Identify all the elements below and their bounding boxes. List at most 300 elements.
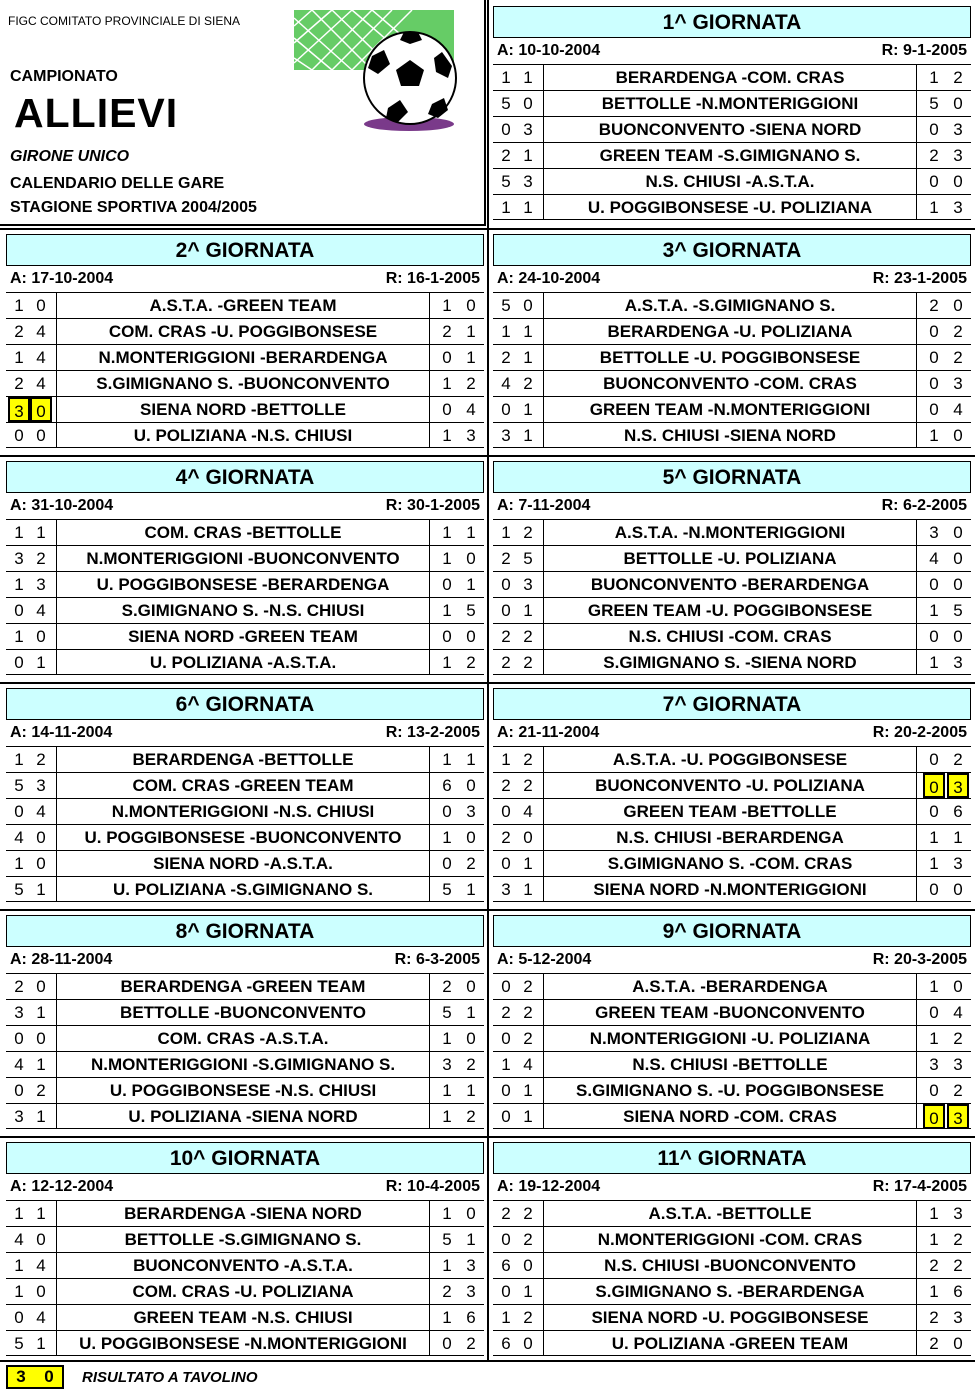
andata-home-score: 3 (501, 880, 511, 899)
match-row (493, 1304, 971, 1330)
andata-home-score: 0 (501, 400, 511, 419)
andata-away-score: 1 (523, 854, 533, 873)
ritorno-home-score: 1 (442, 828, 452, 847)
match-row (6, 973, 484, 999)
ritorno-away-score: 3 (953, 146, 963, 165)
andata-home-score: 5 (501, 296, 511, 315)
giornata-title: 4^ GIORNATA (6, 461, 484, 493)
andata-away-score: 1 (523, 1081, 533, 1100)
ritorno-home-score: 0 (929, 400, 939, 419)
andata-away-score: 5 (523, 549, 533, 568)
andata-home-score: 3 (14, 1003, 24, 1022)
match-row (493, 422, 971, 448)
ritorno-home-score: 1 (442, 296, 452, 315)
match-row (493, 90, 971, 116)
giornata-block (6, 1142, 484, 1358)
ritorno-away-score: 2 (466, 1107, 476, 1126)
ritorno-away-score: 6 (466, 1308, 476, 1327)
andata-away-score: 0 (36, 627, 46, 646)
legend-score-home: 3 (16, 1367, 26, 1386)
andata-away-score: 1 (36, 1055, 46, 1074)
ritorno-home-score: 1 (929, 601, 939, 620)
andata-home-score: 1 (501, 1055, 511, 1074)
giornata-title: 8^ GIORNATA (6, 915, 484, 947)
match-row (493, 194, 971, 220)
andata-date: A: 31-10-2004 (10, 497, 114, 514)
andata-home-score: 0 (501, 854, 511, 873)
andata-home-score: 0 (14, 653, 24, 672)
andata-home-score: 2 (501, 146, 511, 165)
legend-score-box (6, 1365, 64, 1389)
ritorno-date: R: 20-3-2005 (872, 951, 967, 968)
row-divider (0, 909, 975, 911)
ritorno-away-score: 2 (953, 1029, 963, 1048)
match-row (493, 1200, 971, 1226)
andata-home-score: 1 (501, 1308, 511, 1327)
match-row (6, 396, 484, 422)
season-label: STAGIONE SPORTIVA 2004/2005 (10, 199, 257, 216)
andata-home-score: 1 (14, 1282, 24, 1301)
match-row (493, 824, 971, 850)
match-row (6, 519, 484, 545)
andata-away-score: 4 (36, 601, 46, 620)
match-name: A.S.T.A. -U. POGGIBONSESE (543, 747, 917, 772)
match-row (6, 876, 484, 902)
andata-home-score: 1 (14, 1204, 24, 1223)
match-name: S.GIMIGNANO S. -BUONCONVENTO (56, 371, 430, 396)
dates-row (493, 40, 971, 62)
andata-away-score: 3 (523, 575, 533, 594)
andata-away-score: 2 (523, 523, 533, 542)
ritorno-home-score: 5 (442, 880, 452, 899)
ritorno-away-score: 1 (466, 523, 476, 542)
giornata-title: 7^ GIORNATA (493, 688, 971, 720)
andata-away-score: 1 (523, 880, 533, 899)
ritorno-away-score: 1 (953, 828, 963, 847)
andata-away-score: 2 (523, 374, 533, 393)
match-name: N.MONTERIGGIONI -BUONCONVENTO (56, 546, 430, 571)
andata-home-score: 2 (501, 828, 511, 847)
andata-away-score: 1 (523, 322, 533, 341)
ritorno-home-score: 0 (442, 854, 452, 873)
match-name: SIENA NORD -U. POGGIBONSESE (543, 1305, 917, 1330)
ritorno-away-score: 3 (953, 198, 963, 217)
andata-away-score: 4 (36, 1256, 46, 1275)
match-name: U. POLIZIANA -S.GIMIGNANO S. (56, 877, 430, 902)
andata-away-score: 0 (30, 397, 52, 422)
match-row (6, 292, 484, 318)
ritorno-away-score: 1 (466, 322, 476, 341)
match-row (493, 1051, 971, 1077)
match-name: A.S.T.A. -S.GIMIGNANO S. (543, 293, 917, 318)
match-row (6, 1226, 484, 1252)
andata-home-score: 0 (14, 1029, 24, 1048)
ritorno-date: R: 6-3-2005 (394, 951, 480, 968)
match-name: BERARDENGA -GREEN TEAM (56, 974, 430, 999)
match-name: U. POLIZIANA -GREEN TEAM (543, 1331, 917, 1356)
match-name: S.GIMIGNANO S. -COM. CRAS (543, 851, 917, 876)
andata-home-score: 1 (14, 750, 24, 769)
andata-away-score: 1 (36, 1334, 46, 1353)
match-row (6, 623, 484, 649)
andata-home-score: 4 (501, 374, 511, 393)
ritorno-home-score: 1 (929, 1204, 939, 1223)
match-row (493, 116, 971, 142)
match-row (493, 850, 971, 876)
ritorno-home-score: 1 (442, 549, 452, 568)
andata-home-score: 0 (501, 120, 511, 139)
andata-away-score: 3 (36, 776, 46, 795)
match-name: COM. CRAS -GREEN TEAM (56, 773, 430, 798)
andata-away-score: 1 (523, 146, 533, 165)
ritorno-date: R: 6-2-2005 (881, 497, 967, 514)
match-row (493, 649, 971, 675)
ritorno-away-score: 0 (466, 1029, 476, 1048)
match-name: U. POLIZIANA -A.S.T.A. (56, 650, 430, 675)
andata-away-score: 2 (523, 1029, 533, 1048)
ritorno-away-score: 0 (953, 296, 963, 315)
ritorno-away-score: 0 (466, 977, 476, 996)
andata-date: A: 7-11-2004 (497, 497, 591, 514)
andata-home-score: 0 (14, 1308, 24, 1327)
ritorno-home-score: 0 (929, 374, 939, 393)
andata-home-score: 6 (501, 1334, 511, 1353)
ritorno-home-score: 5 (442, 1003, 452, 1022)
andata-home-score: 0 (501, 1029, 511, 1048)
match-name: A.S.T.A. -BERARDENGA (543, 974, 917, 999)
andata-date: A: 19-12-2004 (497, 1178, 601, 1195)
andata-home-score: 4 (14, 1230, 24, 1249)
ritorno-away-score: 0 (953, 575, 963, 594)
ritorno-home-score: 3 (442, 1055, 452, 1074)
andata-home-score: 0 (501, 802, 511, 821)
andata-away-score: 0 (523, 94, 533, 113)
ritorno-away-score: 0 (466, 296, 476, 315)
giornata-block (6, 915, 484, 1131)
ritorno-date: R: 13-2-2005 (385, 724, 480, 741)
andata-home-score: 0 (14, 1081, 24, 1100)
ritorno-away-score: 1 (466, 1230, 476, 1249)
andata-home-score: 5 (14, 1334, 24, 1353)
match-name: N.MONTERIGGIONI -S.GIMIGNANO S. (56, 1052, 430, 1077)
giornata-title: 2^ GIORNATA (6, 234, 484, 266)
giornata-block (6, 461, 484, 677)
match-row (6, 1330, 484, 1356)
match-row (6, 1051, 484, 1077)
ritorno-away-score: 0 (466, 1204, 476, 1223)
ritorno-away-score: 2 (953, 1256, 963, 1275)
ritorno-home-score: 1 (442, 1029, 452, 1048)
ritorno-away-score: 0 (466, 549, 476, 568)
giornata-block (493, 915, 971, 1131)
row-divider (0, 1136, 975, 1138)
andata-home-score: 0 (14, 802, 24, 821)
andata-away-score: 3 (523, 120, 533, 139)
andata-away-score: 4 (523, 802, 533, 821)
ritorno-home-score: 1 (929, 1282, 939, 1301)
ritorno-away-score: 0 (953, 1334, 963, 1353)
match-row (493, 168, 971, 194)
andata-home-score: 1 (14, 348, 24, 367)
match-row (493, 142, 971, 168)
match-name: BERARDENGA -BETTOLLE (56, 747, 430, 772)
andata-away-score: 2 (523, 627, 533, 646)
andata-home-score: 1 (501, 750, 511, 769)
ritorno-home-score: 6 (442, 776, 452, 795)
match-row (493, 1252, 971, 1278)
andata-date: A: 28-11-2004 (10, 951, 113, 968)
match-name: A.S.T.A. -GREEN TEAM (56, 293, 430, 318)
ritorno-home-score: 1 (442, 1204, 452, 1223)
ritorno-home-score: 1 (929, 828, 939, 847)
match-name: BUONCONVENTO -COM. CRAS (543, 371, 917, 396)
andata-away-score: 1 (523, 400, 533, 419)
match-row (6, 571, 484, 597)
andata-away-score: 2 (523, 653, 533, 672)
match-row (493, 344, 971, 370)
match-name: N.S. CHIUSI -COM. CRAS (543, 624, 917, 649)
match-name: S.GIMIGNANO S. -SIENA NORD (543, 650, 917, 675)
ritorno-away-score: 3 (953, 1055, 963, 1074)
giornata-title: 11^ GIORNATA (493, 1142, 971, 1174)
andata-away-score: 2 (523, 977, 533, 996)
ritorno-home-score: 0 (929, 348, 939, 367)
dates-row (493, 1176, 971, 1198)
match-row (6, 999, 484, 1025)
ritorno-away-score: 1 (466, 348, 476, 367)
ritorno-home-score: 1 (442, 1081, 452, 1100)
ritorno-date: R: 30-1-2005 (385, 497, 480, 514)
ritorno-home-score: 0 (929, 1081, 939, 1100)
giornata-title: 1^ GIORNATA (493, 6, 971, 38)
ritorno-home-score: 2 (929, 1308, 939, 1327)
category-title: ALLIEVI (14, 90, 179, 136)
andata-home-score: 3 (501, 426, 511, 445)
match-row (6, 824, 484, 850)
andata-home-score: 2 (501, 776, 511, 795)
match-name: U. POGGIBONSESE -N.S. CHIUSI (56, 1078, 430, 1103)
giornata-block (6, 234, 484, 450)
ritorno-away-score: 2 (466, 374, 476, 393)
andata-home-score: 2 (14, 322, 24, 341)
match-name: A.S.T.A. -N.MONTERIGGIONI (543, 520, 917, 545)
ritorno-home-score: 2 (929, 1334, 939, 1353)
ritorno-away-score: 2 (466, 854, 476, 873)
match-row (493, 292, 971, 318)
ritorno-away-score: 0 (953, 880, 963, 899)
andata-away-score: 3 (523, 172, 533, 191)
ritorno-home-score: 0 (929, 322, 939, 341)
giornata-title: 5^ GIORNATA (493, 461, 971, 493)
ritorno-home-score: 0 (442, 802, 452, 821)
andata-home-score: 2 (501, 348, 511, 367)
andata-away-score: 2 (523, 776, 533, 795)
andata-away-score: 1 (523, 68, 533, 87)
row-divider (0, 682, 975, 684)
andata-home-score: 1 (14, 854, 24, 873)
match-row (6, 1200, 484, 1226)
andata-away-score: 0 (523, 1256, 533, 1275)
match-name: COM. CRAS -A.S.T.A. (56, 1026, 430, 1051)
giornata-block (493, 1142, 971, 1358)
match-row (493, 1330, 971, 1356)
andata-away-score: 0 (36, 854, 46, 873)
match-row (493, 519, 971, 545)
ritorno-away-score: 2 (953, 348, 963, 367)
ritorno-home-score: 0 (442, 1334, 452, 1353)
giornata-title: 9^ GIORNATA (493, 915, 971, 947)
andata-home-score: 5 (501, 172, 511, 191)
match-name: N.S. CHIUSI -A.S.T.A. (543, 169, 917, 194)
giornata-block (493, 688, 971, 904)
match-name: U. POGGIBONSESE -BUONCONVENTO (56, 825, 430, 850)
ritorno-home-score: 3 (929, 1055, 939, 1074)
andata-away-score: 3 (36, 575, 46, 594)
match-row (6, 370, 484, 396)
match-row (6, 344, 484, 370)
andata-home-score: 0 (14, 426, 24, 445)
andata-home-score: 4 (14, 828, 24, 847)
andata-away-score: 2 (36, 549, 46, 568)
andata-away-score: 1 (523, 601, 533, 620)
match-row (493, 973, 971, 999)
ritorno-home-score: 0 (923, 773, 945, 798)
ritorno-away-score: 2 (466, 1055, 476, 1074)
match-row (493, 1025, 971, 1051)
match-name: GREEN TEAM -N.S. CHIUSI (56, 1305, 430, 1330)
dates-row (6, 949, 484, 971)
match-name: S.GIMIGNANO S. -U. POGGIBONSESE (543, 1078, 917, 1103)
match-row (493, 318, 971, 344)
dates-row (493, 949, 971, 971)
match-name: BERARDENGA -COM. CRAS (543, 65, 917, 90)
soccer-ball-icon (292, 8, 462, 138)
ritorno-away-score: 0 (953, 549, 963, 568)
ritorno-away-score: 2 (953, 1230, 963, 1249)
andata-away-score: 2 (523, 1003, 533, 1022)
ritorno-home-score: 0 (442, 627, 452, 646)
match-row (493, 1103, 971, 1129)
match-row (6, 1252, 484, 1278)
ritorno-home-score: 1 (442, 1308, 452, 1327)
match-row (6, 545, 484, 571)
ritorno-home-score: 1 (442, 750, 452, 769)
andata-away-score: 0 (36, 426, 46, 445)
match-name: BETTOLLE -S.GIMIGNANO S. (56, 1227, 430, 1252)
ritorno-away-score: 1 (466, 880, 476, 899)
andata-away-score: 1 (36, 1204, 46, 1223)
andata-date: A: 12-12-2004 (10, 1178, 114, 1195)
match-row (6, 1103, 484, 1129)
andata-home-score: 1 (501, 523, 511, 542)
andata-home-score: 1 (501, 198, 511, 217)
ritorno-away-score: 3 (953, 1204, 963, 1223)
match-name: U. POGGIBONSESE -BERARDENGA (56, 572, 430, 597)
giornata-title: 3^ GIORNATA (493, 234, 971, 266)
match-name: BETTOLLE -N.MONTERIGGIONI (543, 91, 917, 116)
ritorno-home-score: 0 (929, 575, 939, 594)
match-name: BUONCONVENTO -U. POLIZIANA (543, 773, 917, 798)
ritorno-home-score: 1 (929, 68, 939, 87)
ritorno-home-score: 4 (929, 549, 939, 568)
ritorno-home-score: 1 (442, 523, 452, 542)
legend-label: RISULTATO A TAVOLINO (82, 1369, 258, 1386)
ritorno-home-score: 1 (442, 374, 452, 393)
ritorno-away-score: 3 (466, 1256, 476, 1275)
match-row (6, 1077, 484, 1103)
ritorno-date: R: 10-4-2005 (385, 1178, 480, 1195)
match-name: SIENA NORD -GREEN TEAM (56, 624, 430, 649)
andata-home-score: 0 (501, 575, 511, 594)
ritorno-away-score: 3 (466, 1282, 476, 1301)
andata-home-score: 3 (8, 397, 30, 422)
andata-home-score: 2 (501, 549, 511, 568)
match-name: N.S. CHIUSI -BETTOLLE (543, 1052, 917, 1077)
andata-away-score: 4 (523, 1055, 533, 1074)
match-row (493, 623, 971, 649)
andata-date: A: 5-12-2004 (497, 951, 592, 968)
dates-row (6, 722, 484, 744)
andata-away-score: 0 (36, 828, 46, 847)
ritorno-away-score: 0 (953, 172, 963, 191)
andata-away-score: 4 (36, 374, 46, 393)
match-name: BETTOLLE -U. POLIZIANA (543, 546, 917, 571)
ritorno-home-score: 0 (442, 348, 452, 367)
andata-home-score: 6 (501, 1256, 511, 1275)
andata-home-score: 2 (14, 977, 24, 996)
ritorno-home-score: 3 (929, 523, 939, 542)
match-name: BETTOLLE -BUONCONVENTO (56, 1000, 430, 1025)
ritorno-away-score: 3 (466, 802, 476, 821)
ritorno-away-score: 0 (466, 627, 476, 646)
ritorno-home-score: 0 (929, 750, 939, 769)
ritorno-home-score: 2 (929, 1256, 939, 1275)
ritorno-away-score: 0 (466, 776, 476, 795)
andata-away-score: 1 (523, 348, 533, 367)
andata-home-score: 1 (14, 296, 24, 315)
andata-away-score: 1 (523, 1107, 533, 1126)
andata-home-score: 2 (501, 653, 511, 672)
match-name: SIENA NORD -N.MONTERIGGIONI (543, 877, 917, 902)
andata-away-score: 1 (523, 426, 533, 445)
ritorno-home-score: 0 (923, 1104, 945, 1129)
ritorno-home-score: 1 (929, 1029, 939, 1048)
andata-away-score: 2 (523, 1308, 533, 1327)
ritorno-home-score: 0 (929, 880, 939, 899)
ritorno-away-score: 3 (947, 1104, 969, 1129)
andata-date: A: 14-11-2004 (10, 724, 113, 741)
andata-home-score: 0 (14, 601, 24, 620)
match-name: S.GIMIGNANO S. -N.S. CHIUSI (56, 598, 430, 623)
ritorno-date: R: 9-1-2005 (881, 42, 967, 59)
ritorno-away-score: 2 (953, 322, 963, 341)
match-row (6, 798, 484, 824)
ritorno-home-score: 1 (929, 653, 939, 672)
dates-row (6, 1176, 484, 1198)
match-row (6, 318, 484, 344)
andata-home-score: 1 (501, 322, 511, 341)
andata-away-score: 0 (36, 1029, 46, 1048)
ritorno-home-score: 5 (442, 1230, 452, 1249)
ritorno-date: R: 16-1-2005 (385, 270, 480, 287)
giornata-block (493, 6, 971, 222)
andata-away-score: 0 (36, 1282, 46, 1301)
dates-row (493, 495, 971, 517)
match-name: SIENA NORD -BETTOLLE (56, 397, 430, 422)
andata-home-score: 0 (501, 601, 511, 620)
ritorno-away-score: 3 (466, 426, 476, 445)
ritorno-away-score: 0 (953, 94, 963, 113)
